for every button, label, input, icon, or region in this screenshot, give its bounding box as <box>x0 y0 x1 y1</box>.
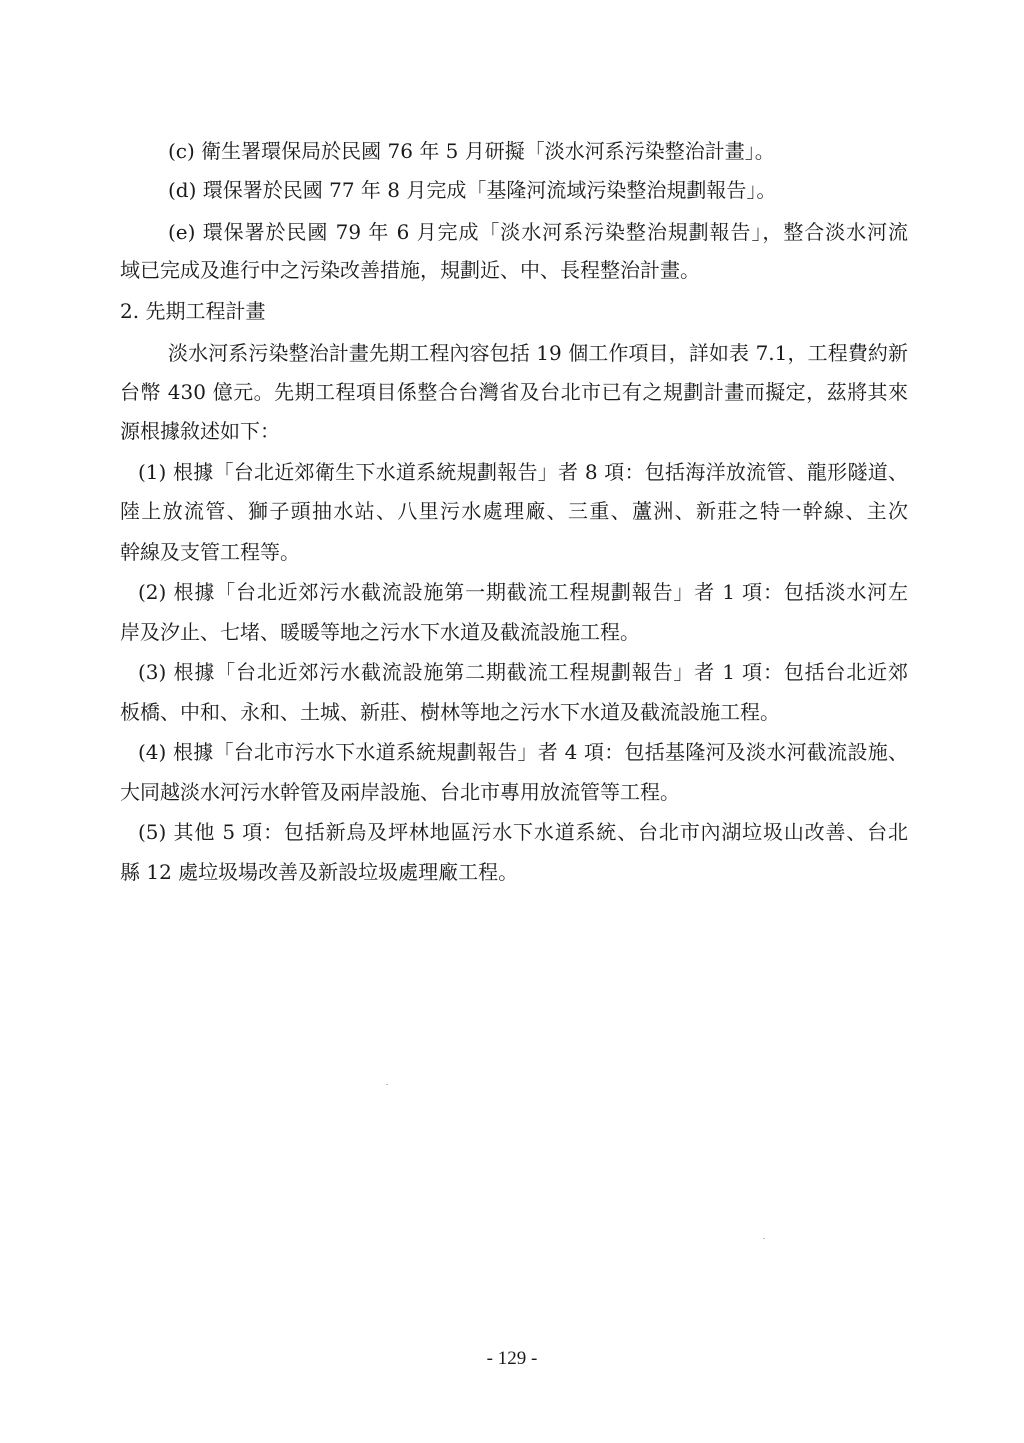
section-heading-2: 2. 先期工程計畫 <box>120 299 266 323</box>
item-2-line-1: (2) 根據「台北近郊污水截流設施第一期截流工程規劃報告」者 1 項：包括淡水河左 <box>138 580 908 604</box>
paragraph-e-line-2: 域已完成及進行中之污染改善措施，規劃近、中、長程整治計畫。 <box>120 258 700 282</box>
item-4-line-2: 大同越淡水河污水幹管及兩岸設施、台北市專用放流管等工程。 <box>120 780 680 804</box>
item-5-line-2: 縣 12 處垃圾場改善及新設垃圾處理廠工程。 <box>120 860 519 884</box>
item-5-line-1: (5) 其他 5 項：包括新烏及坪林地區污水下水道系統、台北市內湖垃圾山改善、台北 <box>138 820 908 844</box>
page-number: - 129 - <box>486 1348 538 1369</box>
item-1-line-2: 陸上放流管、獅子頭抽水站、八里污水處理廠、三重、蘆洲、新莊之特一幹線、主次 <box>120 499 908 523</box>
item-4-line-1: (4) 根據「台北市污水下水道系統規劃報告」者 4 項：包括基隆河及淡水河截流設施、 <box>138 740 908 764</box>
paragraph-d-line-1: (d) 環保署於民國 77 年 8 月完成「基隆河流域污染整治規劃報告」。 <box>168 178 777 202</box>
item-2-line-2: 岸及汐止、七堵、暖暖等地之污水下水道及截流設施工程。 <box>120 620 640 644</box>
item-3-line-2: 板橋、中和、永和、土城、新莊、樹林等地之污水下水道及截流設施工程。 <box>120 700 780 724</box>
paragraph-e-line-1: (e) 環保署於民國 79 年 6 月完成「淡水河系污染整治規劃報告」，整合淡水河流 <box>168 220 908 244</box>
intro-line-2: 台幣 430 億元。先期工程項目係整合台灣省及台北市已有之規劃計畫而擬定，茲將其來 <box>120 380 908 404</box>
scan-speck <box>386 1084 388 1085</box>
intro-line-1: 淡水河系污染整治計畫先期工程內容包括 19 個工作項目，詳如表 7.1，工程費約新 <box>168 341 908 365</box>
paragraph-c-line-1: (c) 衛生署環保局於民國 76 年 5 月研擬「淡水河系污染整治計畫」。 <box>168 139 775 163</box>
item-3-line-1: (3) 根據「台北近郊污水截流設施第二期截流工程規劃報告」者 1 項：包括台北近郊 <box>138 660 908 684</box>
intro-line-3: 源根據敘述如下： <box>120 419 280 443</box>
scan-speck <box>763 1238 765 1239</box>
item-1-line-1: (1) 根據「台北近郊衛生下水道系統規劃報告」者 8 項：包括海洋放流管、龍形隧道、 <box>138 460 908 484</box>
item-1-line-3: 幹線及支管工程等。 <box>120 540 300 564</box>
